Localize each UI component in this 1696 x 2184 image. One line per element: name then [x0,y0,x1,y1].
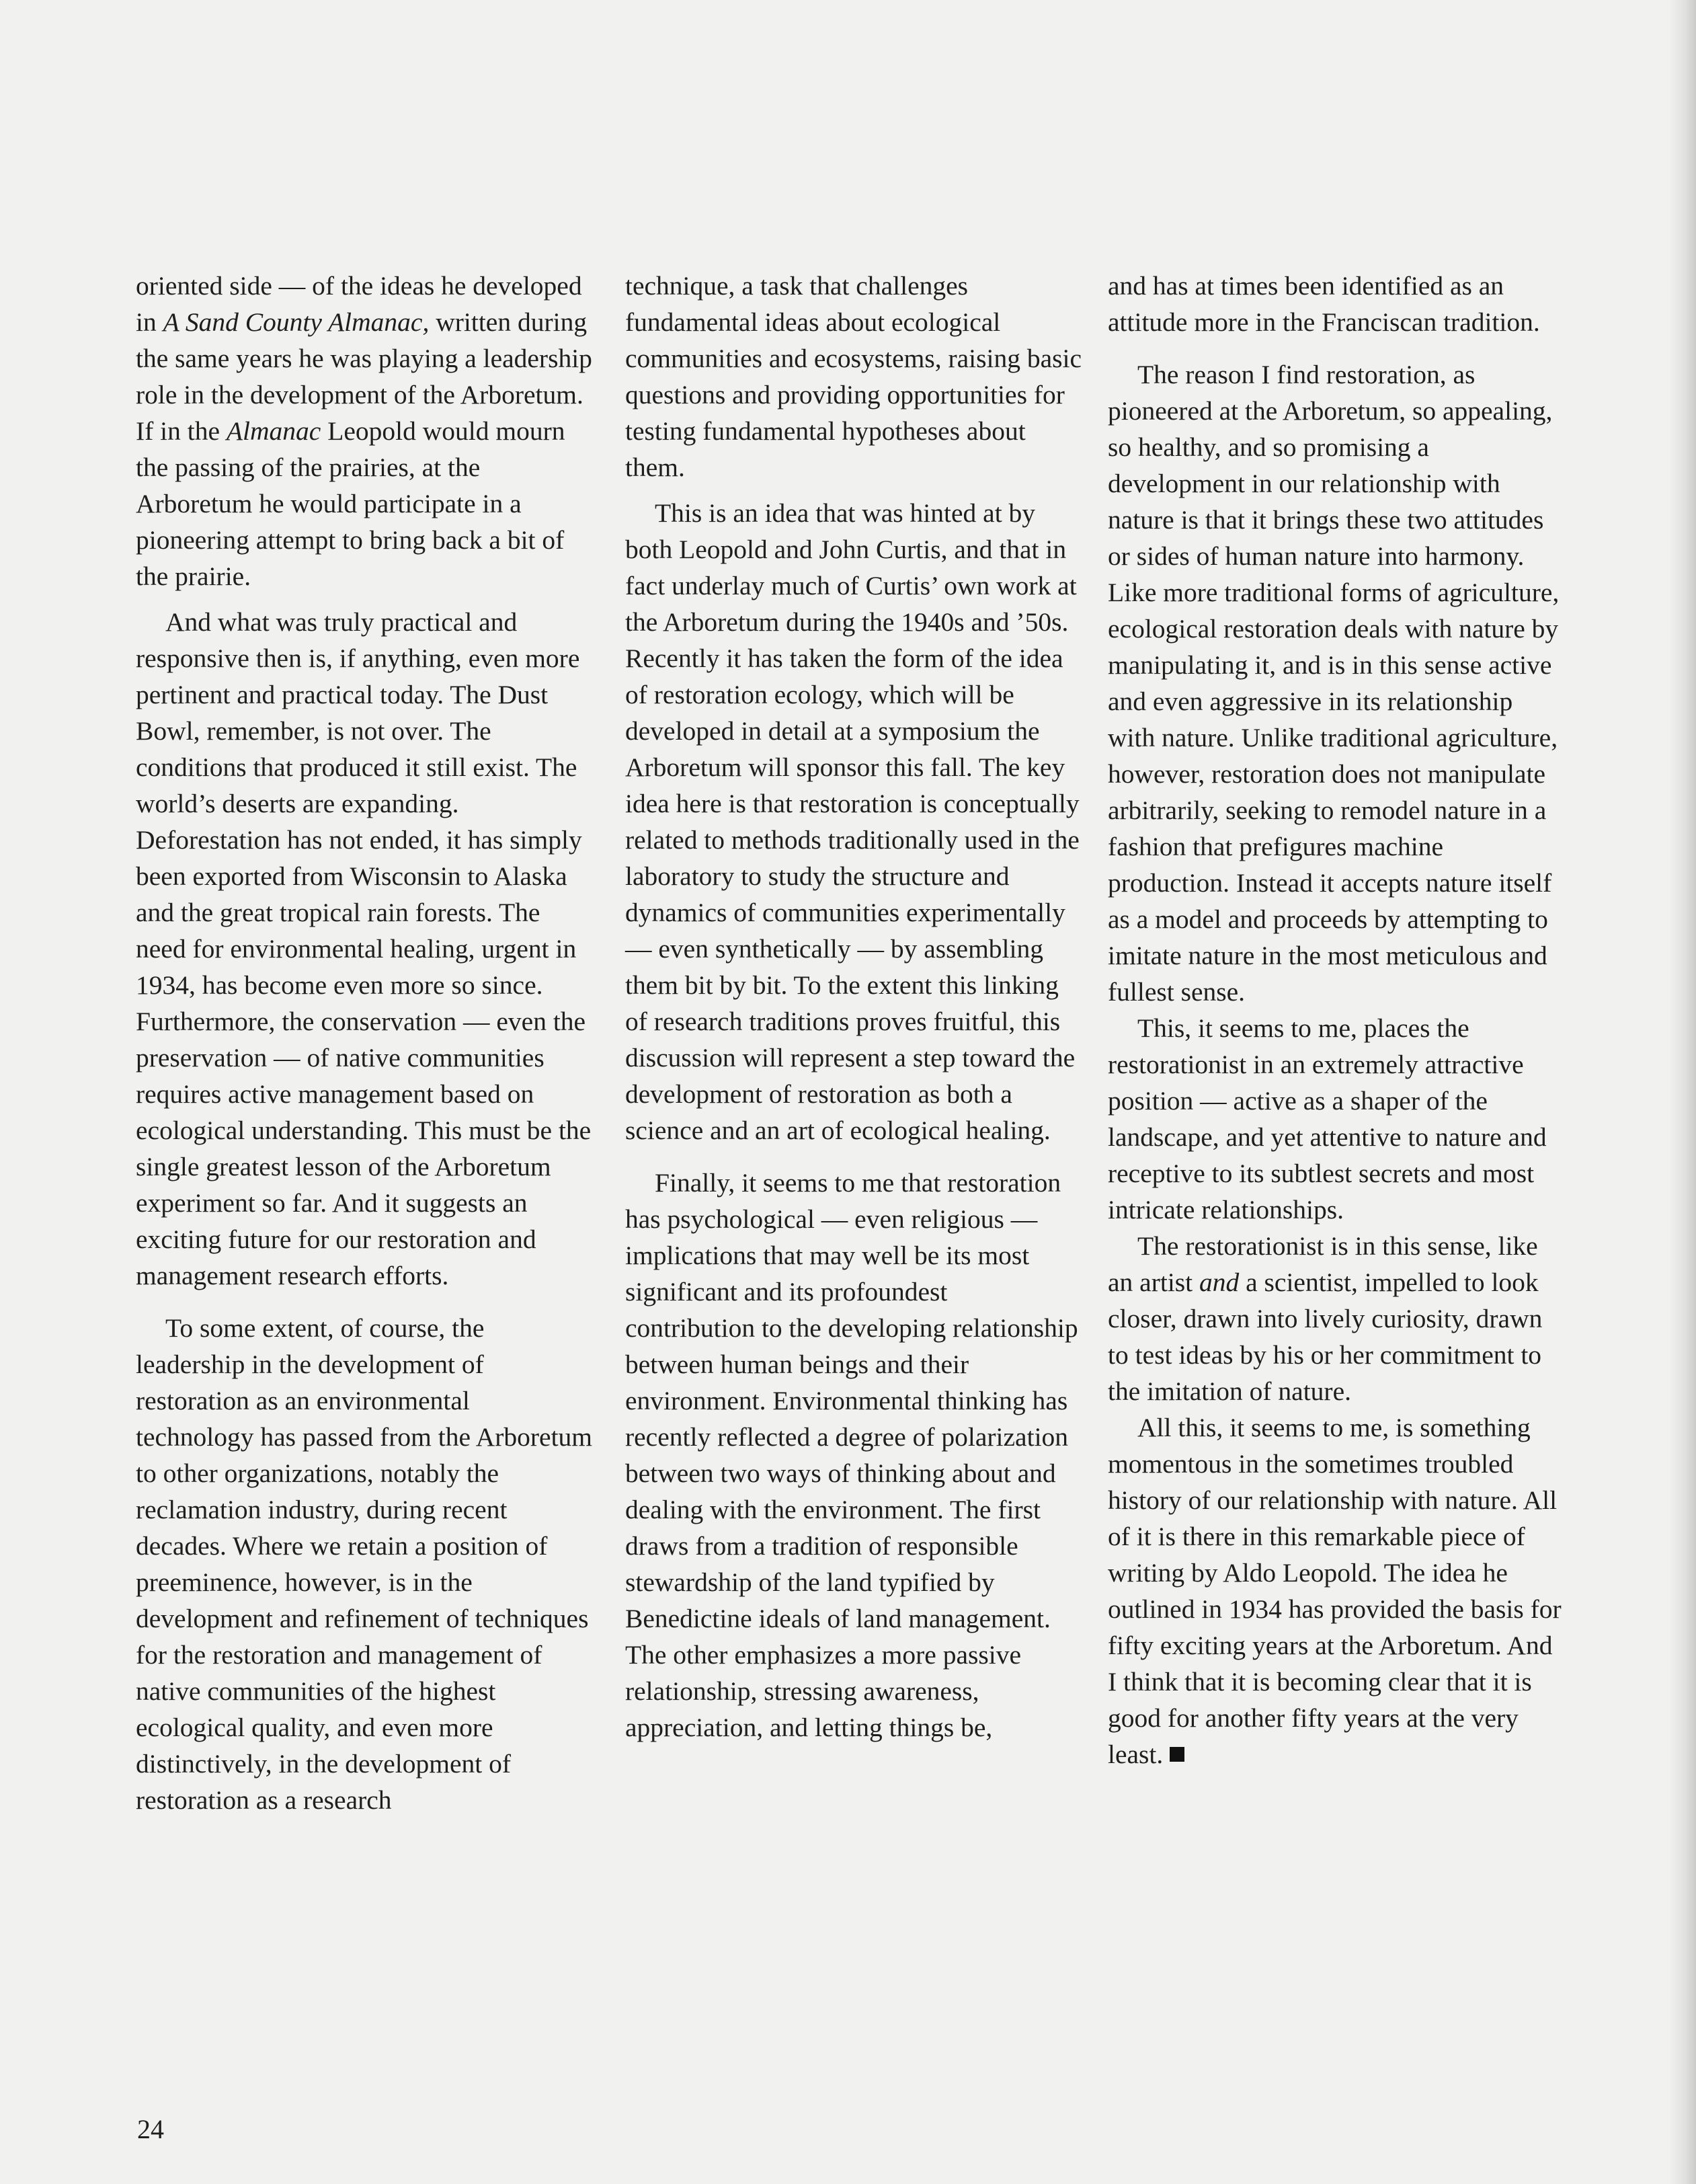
text-column-1 [136,268,593,1818]
paragraph: The reason I find restoration, as pioneered at the Arboretum, so appealing, so healthy, and so promising a development in our relationship with nature is that it brings these two attitudes or sides of human nature into harmony. Like more traditional forms of agriculture, ecological restoration deals with nature by manipulating it, and is in this sense active and even aggressive in its relationship with nature. Unlike traditional agriculture, however, restoration does not manipulate arbitrarily, seeking to remodel nature in a fashion that prefigures machine production. Instead it accepts nature itself as a model and proceeds by attempting to imitate nature in the most meticulous and fullest sense. [1108,360,1560,1007]
page-edge-shadow [1669,0,1696,2184]
paragraph: To some extent, of course, the leadership in the development of restoration as an environmental technology has passed from the Arboretum to other organizations, notably the reclamation industry, during recent decades. Where we retain a position of preeminence, however, is in the development and refinement of techniques for the restoration and management of native communities of the highest ecological quality, and even more distinctively, in the development of restoration as a research [136,1313,593,1815]
text-run: The restorationist is in this sense, like an artist [1108,1231,1538,1297]
paragraph: And what was truly practical and responsive then is, if anything, even more pertinent and practical today. The Dust Bowl, remember, is not over. The conditions that produced it still exist. The world’s deserts are expanding. Deforestation has not ended, it has simply been exported from Wisconsin to Alaska and the great tropical rain forests. The need for environmental healing, urgent in 1934, has become even more so since. Furthermore, the conservation — even the preservation — of native communities requires active management based on ecological understanding. This must be the single greatest lesson of the Arboretum experiment so far. And it suggests an exciting future for our restoration and management research efforts. [136,607,592,1290]
paragraph: technique, a task that challenges fundamental ideas about ecological communities and ecosystems, raising basic questions and providing opportunities for testing fundamental hypotheses about them. [625,271,1082,482]
text-run: Leopold would mourn the passing of the prairies, at the Arboretum he would participate in a pioneering attempt to bring back a bit of the prairie. [136,416,565,591]
book-title: A Sand County Almanac, [163,307,430,337]
paragraph: This is an idea that was hinted at by both Leopold and John Curtis, and that in fact underlay much of Curtis’ own work at the Arboretum during the 1940s and ’50s. Recently it has taken the form of the idea of restoration ecology, which will be developed in detail at a symposium the Arboretum will sponsor this fall. The key idea here is that restoration is conceptually related to methods traditionally used in the laboratory to study the structure and dynamics of communities experimentally — even synthetically — by assembling them bit by bit. To the extent this linking of research traditions proves fruitful, this discussion will represent a step toward the development of restoration as both a science and an art of ecological healing. [625,498,1080,1145]
text-column-2 [625,268,1082,1746]
paragraph: Finally, it seems to me that restoration has psychological — even religious — implications that may well be its most significant and its profoundest contribution to the developing relationship between human beings and their environment. Environmental thinking has recently reflected a degree of polarization between two ways of thinking about and dealing with the environment. The first draws from a tradition of responsible stewardship of the land typified by Benedictine ideals of land management. The other emphasizes a more passive relationship, stressing awareness, appreciation, and letting things be, [625,1168,1078,1742]
paragraph: and has at times been identified as an attitude more in the Franciscan tradition. [1108,271,1540,337]
text-run: All this, it seems to me, is something momentous in the sometimes troubled history of our relationship with nature. All of it is there in this remarkable piece of writing by Aldo Leopold. The idea he outlined in 1934 has provided the basis for fifty exciting years at the Arboretum. And I think that it is becoming clear that it is good for another fifty years at the very least. [1108,1413,1562,1769]
text-run: a scientist, impelled to look closer, drawn into lively curiosity, drawn to test ideas by his or her commitment to the imitation of nature. [1108,1268,1543,1406]
book-title-short: Almanac [226,416,321,446]
paragraph: This, it seems to me, places the restorationist in an extremely attractive position — active as a shaper of the landscape, and yet attentive to nature and receptive to its subtlest secrets and most intricate relationships. [1108,1013,1547,1224]
text-run: written during the same years he was playing a leadership role in the development of the Arboretum. If in the [136,307,592,446]
text-column-3 [1108,268,1565,1772]
emphasis: and [1199,1268,1240,1297]
paragraph [1108,1228,1565,1409]
text-run: oriented side — of the ideas he developed in [136,271,582,337]
paragraph [1108,1409,1565,1772]
page-number: 24 [137,2114,164,2144]
end-of-article-square-icon [1170,1747,1184,1762]
paragraph [136,268,593,594]
